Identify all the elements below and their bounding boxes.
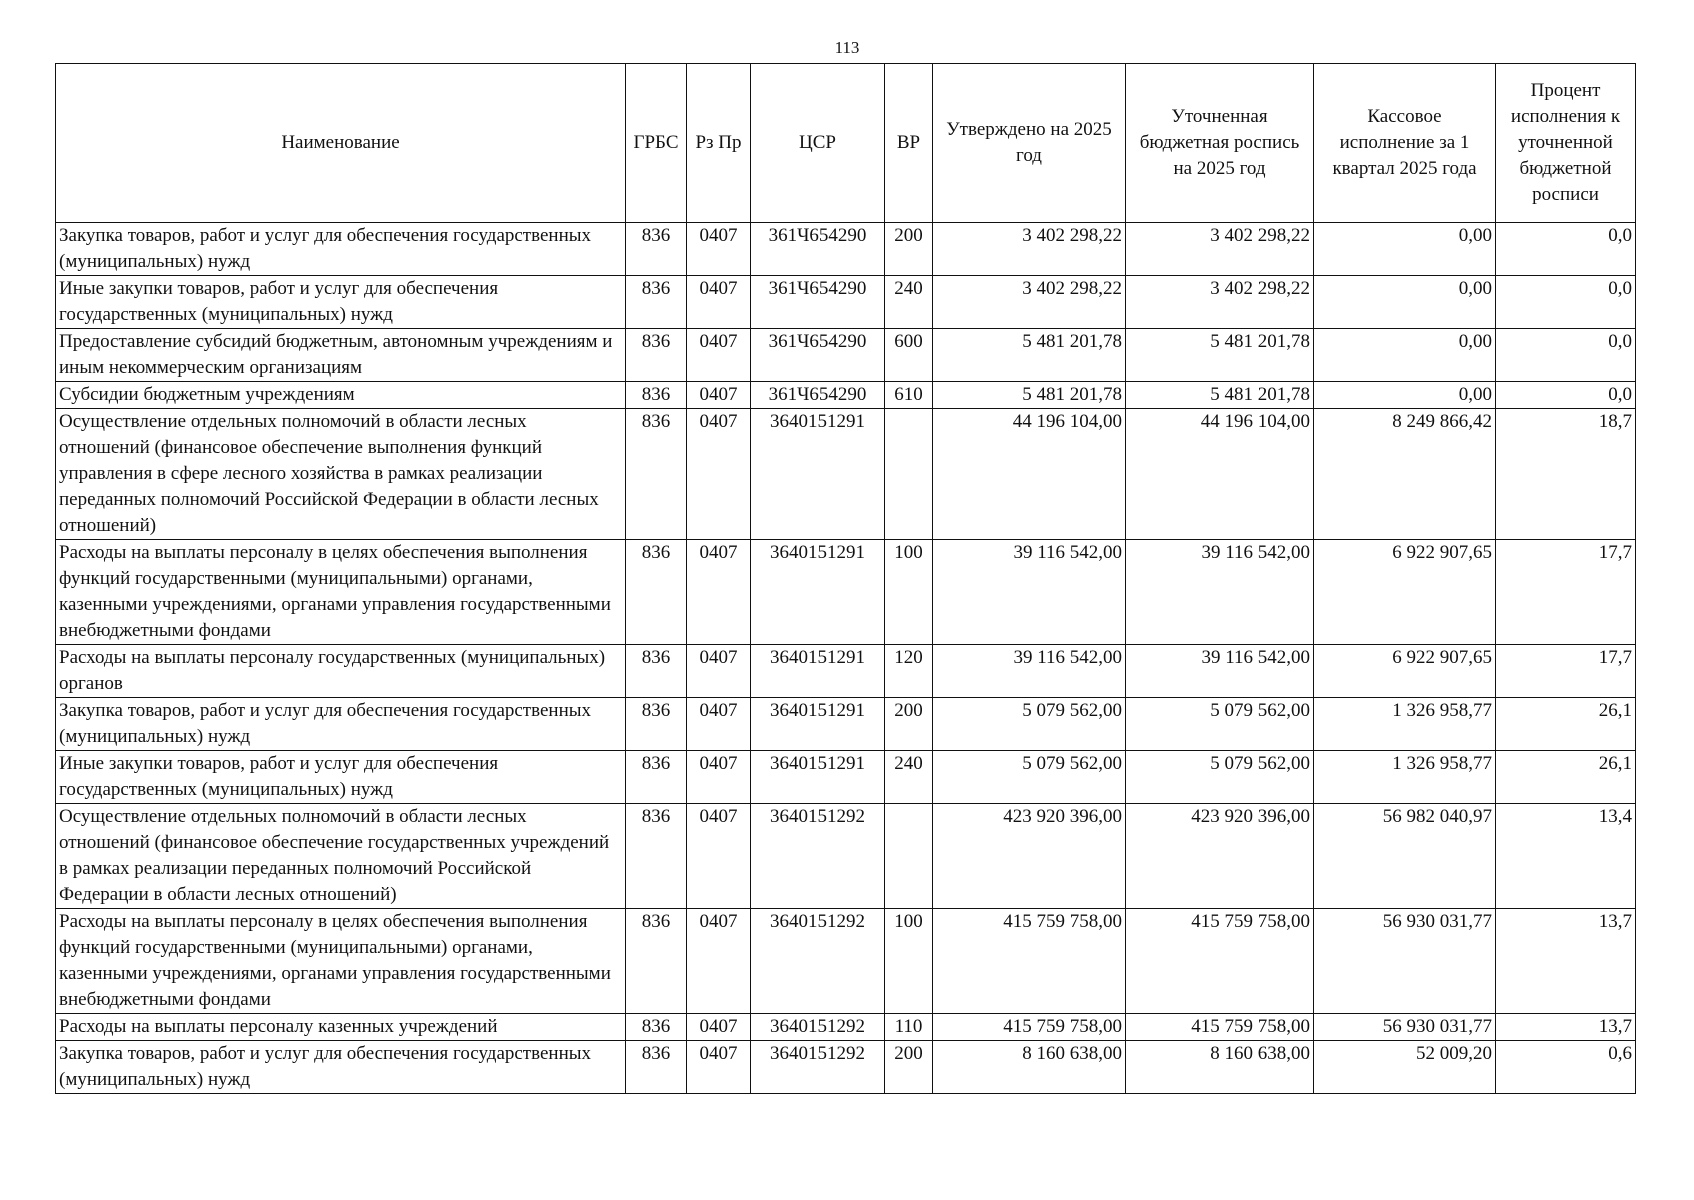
cell-approved: 415 759 758,00: [933, 909, 1126, 1014]
header-rzpr: Рз Пр: [687, 64, 751, 223]
budget-execution-table: [55, 63, 1636, 1094]
cell-csr: 3640151292: [751, 1041, 885, 1094]
cell-grbs: 836: [626, 751, 687, 804]
cell-name: Расходы на выплаты персоналу в целях обеспечения выполнения функций государственными (муниципальными) органами, казенными учреждениями, органами управления государственными внебюджетными фондами: [56, 540, 626, 645]
cell-percent: 26,1: [1496, 698, 1636, 751]
cell-refined: 44 196 104,00: [1126, 409, 1314, 540]
cell-percent: 0,0: [1496, 382, 1636, 409]
cell-cash: 0,00: [1314, 223, 1496, 276]
cell-csr: 361Ч654290: [751, 382, 885, 409]
cell-approved: 5 079 562,00: [933, 751, 1126, 804]
table-row: [56, 223, 1636, 276]
cell-grbs: 836: [626, 382, 687, 409]
cell-percent: 26,1: [1496, 751, 1636, 804]
table-row: [56, 540, 1636, 645]
cell-approved: 3 402 298,22: [933, 223, 1126, 276]
cell-csr: 3640151291: [751, 645, 885, 698]
cell-cash: 52 009,20: [1314, 1041, 1496, 1094]
cell-percent: 13,7: [1496, 1014, 1636, 1041]
cell-csr: 361Ч654290: [751, 329, 885, 382]
cell-approved: 5 481 201,78: [933, 382, 1126, 409]
cell-vr: [885, 409, 933, 540]
cell-name: Субсидии бюджетным учреждениям: [56, 382, 626, 409]
cell-name: Закупка товаров, работ и услуг для обеспечения государственных (муниципальных) нужд: [56, 223, 626, 276]
cell-csr: 3640151291: [751, 540, 885, 645]
table-row: [56, 1014, 1636, 1041]
cell-vr: 110: [885, 1014, 933, 1041]
cell-approved: 415 759 758,00: [933, 1014, 1126, 1041]
cell-vr: 240: [885, 276, 933, 329]
cell-name: Осуществление отдельных полномочий в области лесных отношений (финансовое обеспечение государственных учреждений в рамках реализации переданных полномочий Российской Федерации в области лесных отношений): [56, 804, 626, 909]
cell-cash: 56 930 031,77: [1314, 909, 1496, 1014]
cell-rzpr: 0407: [687, 276, 751, 329]
cell-refined: 5 481 201,78: [1126, 329, 1314, 382]
cell-csr: 3640151292: [751, 909, 885, 1014]
cell-cash: 1 326 958,77: [1314, 751, 1496, 804]
cell-percent: 0,6: [1496, 1041, 1636, 1094]
cell-rzpr: 0407: [687, 909, 751, 1014]
cell-vr: 200: [885, 1041, 933, 1094]
cell-approved: 39 116 542,00: [933, 540, 1126, 645]
cell-vr: 600: [885, 329, 933, 382]
cell-vr: [885, 804, 933, 909]
header-percent: Процент исполнения к уточненной бюджетной росписи: [1496, 64, 1636, 223]
header-approved: Утверждено на 2025 год: [933, 64, 1126, 223]
cell-csr: 3640151292: [751, 804, 885, 909]
cell-name: Закупка товаров, работ и услуг для обеспечения государственных (муниципальных) нужд: [56, 698, 626, 751]
cell-grbs: 836: [626, 909, 687, 1014]
cell-name: Иные закупки товаров, работ и услуг для обеспечения государственных (муниципальных) нужд: [56, 276, 626, 329]
cell-grbs: 836: [626, 223, 687, 276]
header-cash: Кассовое исполнение за 1 квартал 2025 года: [1314, 64, 1496, 223]
cell-percent: 13,7: [1496, 909, 1636, 1014]
cell-vr: 200: [885, 698, 933, 751]
cell-approved: 3 402 298,22: [933, 276, 1126, 329]
table-row: [56, 409, 1636, 540]
cell-vr: 240: [885, 751, 933, 804]
cell-name: Расходы на выплаты персоналу государственных (муниципальных) органов: [56, 645, 626, 698]
cell-grbs: 836: [626, 540, 687, 645]
cell-grbs: 836: [626, 1041, 687, 1094]
cell-rzpr: 0407: [687, 409, 751, 540]
cell-grbs: 836: [626, 645, 687, 698]
cell-percent: 0,0: [1496, 329, 1636, 382]
cell-grbs: 836: [626, 804, 687, 909]
cell-refined: 39 116 542,00: [1126, 645, 1314, 698]
cell-grbs: 836: [626, 1014, 687, 1041]
cell-cash: 8 249 866,42: [1314, 409, 1496, 540]
cell-percent: 13,4: [1496, 804, 1636, 909]
header-row: [56, 64, 1636, 223]
cell-refined: 3 402 298,22: [1126, 223, 1314, 276]
cell-cash: 56 982 040,97: [1314, 804, 1496, 909]
header-vr: ВР: [885, 64, 933, 223]
cell-csr: 3640151291: [751, 698, 885, 751]
cell-name: Осуществление отдельных полномочий в области лесных отношений (финансовое обеспечение выполнения функций управления в сфере лесного хозяйства в рамках реализации переданных полномочий Российской Федерации в области лесных отношений): [56, 409, 626, 540]
table-row: [56, 382, 1636, 409]
cell-csr: 361Ч654290: [751, 276, 885, 329]
cell-vr: 120: [885, 645, 933, 698]
header-refined: Уточненная бюджетная роспись на 2025 год: [1126, 64, 1314, 223]
cell-vr: 200: [885, 223, 933, 276]
cell-refined: 5 481 201,78: [1126, 382, 1314, 409]
table-body: [56, 223, 1636, 1094]
cell-name: Закупка товаров, работ и услуг для обеспечения государственных (муниципальных) нужд: [56, 1041, 626, 1094]
cell-rzpr: 0407: [687, 223, 751, 276]
cell-cash: 0,00: [1314, 382, 1496, 409]
cell-vr: 100: [885, 909, 933, 1014]
cell-vr: 610: [885, 382, 933, 409]
cell-name: Расходы на выплаты персоналу казенных учреждений: [56, 1014, 626, 1041]
table-row: [56, 909, 1636, 1014]
cell-grbs: 836: [626, 409, 687, 540]
table-row: [56, 698, 1636, 751]
cell-approved: 39 116 542,00: [933, 645, 1126, 698]
cell-approved: 5 481 201,78: [933, 329, 1126, 382]
cell-rzpr: 0407: [687, 1041, 751, 1094]
cell-refined: 415 759 758,00: [1126, 1014, 1314, 1041]
cell-percent: 17,7: [1496, 540, 1636, 645]
cell-refined: 415 759 758,00: [1126, 909, 1314, 1014]
cell-name: Предоставление субсидий бюджетным, автономным учреждениям и иным некоммерческим организациям: [56, 329, 626, 382]
cell-approved: 8 160 638,00: [933, 1041, 1126, 1094]
cell-cash: 0,00: [1314, 329, 1496, 382]
cell-percent: 0,0: [1496, 223, 1636, 276]
cell-cash: 1 326 958,77: [1314, 698, 1496, 751]
cell-grbs: 836: [626, 698, 687, 751]
cell-name: Иные закупки товаров, работ и услуг для обеспечения государственных (муниципальных) нужд: [56, 751, 626, 804]
cell-cash: 0,00: [1314, 276, 1496, 329]
cell-approved: 423 920 396,00: [933, 804, 1126, 909]
cell-refined: 5 079 562,00: [1126, 751, 1314, 804]
cell-csr: 3640151291: [751, 751, 885, 804]
table-row: [56, 645, 1636, 698]
cell-cash: 6 922 907,65: [1314, 540, 1496, 645]
table-row: [56, 751, 1636, 804]
cell-cash: 56 930 031,77: [1314, 1014, 1496, 1041]
cell-grbs: 836: [626, 329, 687, 382]
cell-refined: 5 079 562,00: [1126, 698, 1314, 751]
cell-percent: 0,0: [1496, 276, 1636, 329]
cell-rzpr: 0407: [687, 698, 751, 751]
cell-rzpr: 0407: [687, 382, 751, 409]
cell-rzpr: 0407: [687, 540, 751, 645]
header-grbs: ГРБС: [626, 64, 687, 223]
cell-rzpr: 0407: [687, 645, 751, 698]
page-number: 113: [834, 38, 860, 57]
cell-csr: 3640151292: [751, 1014, 885, 1041]
table-row: [56, 329, 1636, 382]
cell-percent: 18,7: [1496, 409, 1636, 540]
header-name: Наименование: [56, 64, 626, 223]
cell-rzpr: 0407: [687, 329, 751, 382]
cell-refined: 3 402 298,22: [1126, 276, 1314, 329]
cell-grbs: 836: [626, 276, 687, 329]
cell-approved: 44 196 104,00: [933, 409, 1126, 540]
cell-refined: 8 160 638,00: [1126, 1041, 1314, 1094]
cell-rzpr: 0407: [687, 751, 751, 804]
cell-rzpr: 0407: [687, 804, 751, 909]
table-row: [56, 276, 1636, 329]
cell-rzpr: 0407: [687, 1014, 751, 1041]
cell-percent: 17,7: [1496, 645, 1636, 698]
table-row: [56, 1041, 1636, 1094]
cell-cash: 6 922 907,65: [1314, 645, 1496, 698]
cell-csr: 361Ч654290: [751, 223, 885, 276]
cell-approved: 5 079 562,00: [933, 698, 1126, 751]
cell-refined: 423 920 396,00: [1126, 804, 1314, 909]
cell-name: Расходы на выплаты персоналу в целях обеспечения выполнения функций государственными (муниципальными) органами, казенными учреждениями, органами управления государственными внебюджетными фондами: [56, 909, 626, 1014]
cell-csr: 3640151291: [751, 409, 885, 540]
header-csr: ЦСР: [751, 64, 885, 223]
cell-refined: 39 116 542,00: [1126, 540, 1314, 645]
table-row: [56, 804, 1636, 909]
cell-vr: 100: [885, 540, 933, 645]
